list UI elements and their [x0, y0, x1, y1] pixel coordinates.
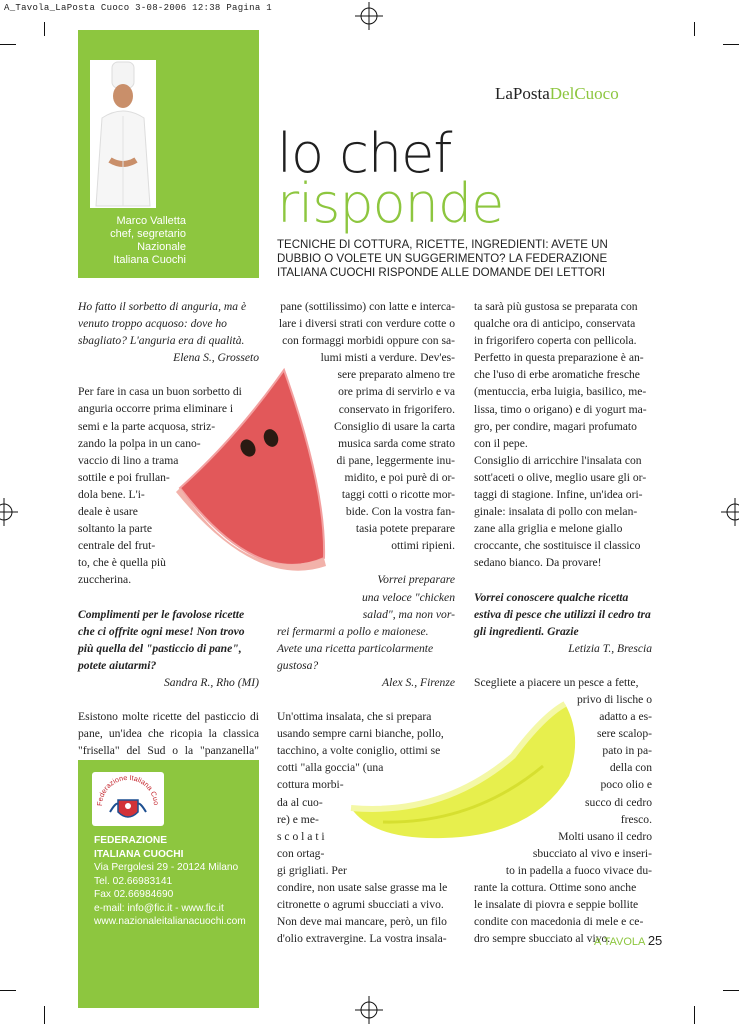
answer-line: con formaggi morbidi oppure con sa- [282, 334, 455, 348]
answer-line: conservato in frigorifero. [338, 402, 455, 416]
answer-line: usando sempre carni bianche, pollo, [277, 727, 444, 741]
chef-caption [84, 215, 186, 267]
federation-tel: Tel. 02.66983141 [94, 875, 173, 887]
answer-line: gi grigliati. Per [277, 863, 347, 877]
answer-line: midito, e poi purè di or- [344, 470, 455, 484]
answer-line: sott'aceti o olive, meglio usare gli or- [474, 470, 647, 484]
answer-line: semi e la parte acquosa, striz- [78, 419, 216, 433]
answer-line: Consiglio di arricchire l'insalata con [474, 453, 642, 467]
federation-name: ITALIANA CUOCHI [94, 848, 184, 860]
crop-mark [0, 990, 16, 991]
footer-label: A TAVOLA [594, 936, 645, 948]
crop-mark [694, 22, 695, 36]
answer-line: ore prima di servirlo e va [338, 385, 455, 399]
crop-mark [44, 22, 45, 36]
answer-line: con il pepe. [474, 436, 528, 450]
answer-paragraph: Esistono molte ricette del pasticcio di pane, un'idea che ricopia la classica "frisella" del Sud o la "panzanella" [78, 709, 259, 758]
answer-line: lare i diversi strati con verdure cotte o [278, 317, 455, 331]
answer-line: taggi cotti o ricotte mor- [341, 488, 455, 502]
answer-line: centrale del frut- [78, 539, 156, 553]
registration-mark-icon [355, 996, 383, 1024]
answer-line: croccante, che sostituisce il classico [474, 539, 641, 553]
column-1 [78, 298, 259, 776]
page-title-line1: lo chef [277, 122, 452, 185]
registration-mark-icon [355, 2, 383, 30]
answer-line: sbucciato al vivo e inseri- [532, 846, 652, 860]
answer-line: Molti usano il cedro [558, 829, 652, 843]
answer-line: dro sempre sbucciato al vivo. [474, 932, 611, 946]
answer-line: con ortag- [277, 846, 325, 860]
answer-line: rante la cottura. Ottime sono anche [474, 881, 637, 894]
answer-line: Per fare in casa un buon sorbetto di [78, 385, 242, 399]
answer-line: deale è usare [78, 505, 138, 519]
question-text: Complimenti per le favolose ricette che ci offrite ogni mese! Non trovo più quella del "pasticcio di pane", potete aiutarmi? [78, 607, 245, 672]
answer-line: di pane, leggermente inu- [336, 453, 455, 467]
answer-line: cottura morbi- [277, 778, 344, 792]
answer-line: in frigorifero coperta con pellicola. [474, 334, 637, 348]
crop-mark [723, 990, 739, 991]
page-title-line2: risponde [277, 172, 504, 235]
answer-line: privo di lische o [576, 692, 652, 706]
registration-mark-icon [0, 498, 18, 526]
answer-line: Perfetto in questa preparazione è an- [474, 351, 644, 365]
answer-line: citronette o agrumi sbucciati a vivo. [277, 898, 444, 912]
federation-fax: Fax 02.66984690 [94, 889, 174, 900]
chef-role: chef, segretario [110, 228, 186, 240]
chef-name: Marco Valletta [116, 215, 186, 227]
answer-line: qualche ora di anticipo, conservata [474, 317, 636, 331]
answer-line: dola bene. L'i- [78, 487, 145, 501]
page-footer [594, 933, 662, 948]
answer-line: della con [609, 761, 652, 775]
federation-emblem-icon [92, 772, 164, 826]
answer-line: fresco. [620, 812, 652, 826]
question-signature: Elena S., Grosseto [173, 351, 259, 365]
answer-line: vaccio di lino a trama [78, 453, 179, 467]
crop-mark [0, 44, 16, 45]
chef-role: Italiana Cuochi [113, 254, 186, 266]
answer-line: che l'uso di erbe aromatiche fresche [474, 368, 640, 382]
answer-line: anguria occorre prima eliminare i [78, 402, 234, 416]
chef-role: Nazionale [137, 241, 186, 253]
answer-line: sere preparato almeno tre [337, 368, 455, 382]
answer-line: gro, per condire, magari profumato [474, 419, 637, 433]
answer-line: cotti "alla goccia" (una [277, 761, 384, 775]
federation-name: FEDERAZIONE [94, 835, 168, 846]
answer-line: pane (sottilissimo) con latte e interca- [280, 300, 455, 313]
answer-line: musica sarda come strato [338, 436, 455, 450]
answer-line: zane alla griglia e melone giallo [474, 522, 623, 536]
question-line: gustosa? [277, 658, 319, 672]
lead-paragraph: TECNICHE DI COTTURA, RICETTE, INGREDIENTI: AVETE UN DUBBIO O VOLETE UN SUGGERIMENTO? LA FEDERAZIONE ITALIANA CUOCHI RISPONDE ALLE DOMANDE DEI LETTORI [277, 239, 608, 279]
printer-slug: A_Tavola_LaPosta Cuoco 3-08-2006 12:38 Pagina 1 [4, 3, 272, 13]
federation-website[interactable]: www.nazionaleitalianacuochi.com [94, 916, 246, 927]
answer-line: ottimi ripieni. [391, 539, 455, 553]
answer-line: sottile e poi frullan- [78, 470, 170, 484]
answer-line: lissa, timo o origano) e di yogurt ma- [474, 402, 647, 416]
question-line: Vorrei preparare [377, 573, 455, 587]
answer-line: succo di cedro [585, 795, 652, 809]
answer-line: Scegliete a piacere un pesce a fette, [474, 675, 639, 689]
federation-email[interactable]: e-mail: info@fic.it - www.fic.it [94, 902, 224, 914]
brand-part-accent: DelCuoco [549, 84, 619, 103]
answer-line: ta sarà più gustosa se preparata con [474, 300, 638, 313]
answer-line: Consiglio di usare la carta [333, 419, 455, 433]
answer-line: Non deve mai mancare, però, un filo [277, 915, 447, 929]
answer-line: bide. Con la vostra fan- [345, 505, 455, 519]
answer-line: condite con macedonia di mele e ce- [474, 915, 644, 929]
question-text: Vorrei conoscere qualche ricetta estiva di pesce che utilizzi il cedro tra gli ingredienti. Grazie [474, 590, 651, 638]
column-3 [474, 298, 652, 947]
question-text: Ho fatto il sorbetto di anguria, ma è venuto troppo acquoso: dove ho sbagliato? L'anguria era di qualità. [78, 300, 247, 348]
answer-line: tacchino, a volte coniglio, ottimi se [277, 744, 441, 758]
crop-mark [694, 1006, 695, 1024]
question-line: una veloce "chicken [361, 590, 455, 604]
column-brand [495, 84, 619, 104]
crop-mark [723, 44, 739, 45]
question-line: salad", ma non vor- [362, 607, 455, 621]
answer-line: Un'ottima insalata, che si prepara [277, 710, 432, 724]
brand-part: LaPosta [495, 84, 550, 103]
answer-line: lumi misti a verdure. Dev'es- [320, 351, 455, 365]
answer-line: to in padella a fuoco vivace du- [505, 863, 652, 877]
answer-line: taggi di stagione. Infine, un'idea ori- [474, 488, 643, 502]
answer-line: poco olio e [600, 778, 652, 792]
chef-figure-icon [90, 60, 156, 208]
crop-mark [44, 1006, 45, 1024]
answer-line: zuccherina. [78, 573, 132, 587]
question-line: Avete una ricetta particolarmente [277, 641, 434, 655]
answer-line: pato in pa- [602, 744, 652, 758]
answer-line: da al cuo- [277, 795, 323, 809]
answer-line: re) e me- [277, 812, 319, 826]
answer-line: s c o l a t i [277, 829, 325, 843]
answer-line: soltanto la parte [78, 522, 153, 536]
answer-line: ginale: insalata di pollo con melan- [474, 505, 638, 519]
answer-line: (mentuccia, erba luigia, basilico, me- [474, 385, 647, 399]
chef-photo [90, 60, 156, 208]
answer-line: d'olio extravergine. La vostra insala- [277, 932, 447, 946]
question-signature: Alex S., Firenze [382, 675, 455, 689]
answer-line: sedano bianco. Da provare! [474, 556, 602, 570]
answer-line: zando la polpa in un cano- [78, 436, 201, 450]
question-signature: Sandra R., Rho (MI) [164, 675, 259, 689]
logo-text: Federazione Italiana Cuo [94, 772, 162, 807]
page-number: 25 [647, 933, 663, 948]
federation-address: Via Pergolesi 29 - 20124 Milano [94, 862, 239, 873]
answer-line: condire, non usate salse grasse ma le [277, 881, 448, 894]
question-signature: Letizia T., Brescia [568, 641, 652, 655]
answer-line: tasia potete preparare [355, 522, 455, 536]
answer-line: to, che è quella più [78, 556, 166, 570]
question-line: rei fermarmi a pollo e maionese. [277, 624, 429, 638]
registration-mark-icon [721, 498, 739, 526]
answer-line: adatto a es- [599, 710, 652, 724]
answer-line: sere scalop- [596, 727, 652, 741]
federation-contact [94, 834, 246, 929]
answer-line: le insalate di piovra e seppie bollite [474, 898, 639, 912]
column-2 [277, 298, 455, 947]
federation-logo [92, 772, 164, 826]
